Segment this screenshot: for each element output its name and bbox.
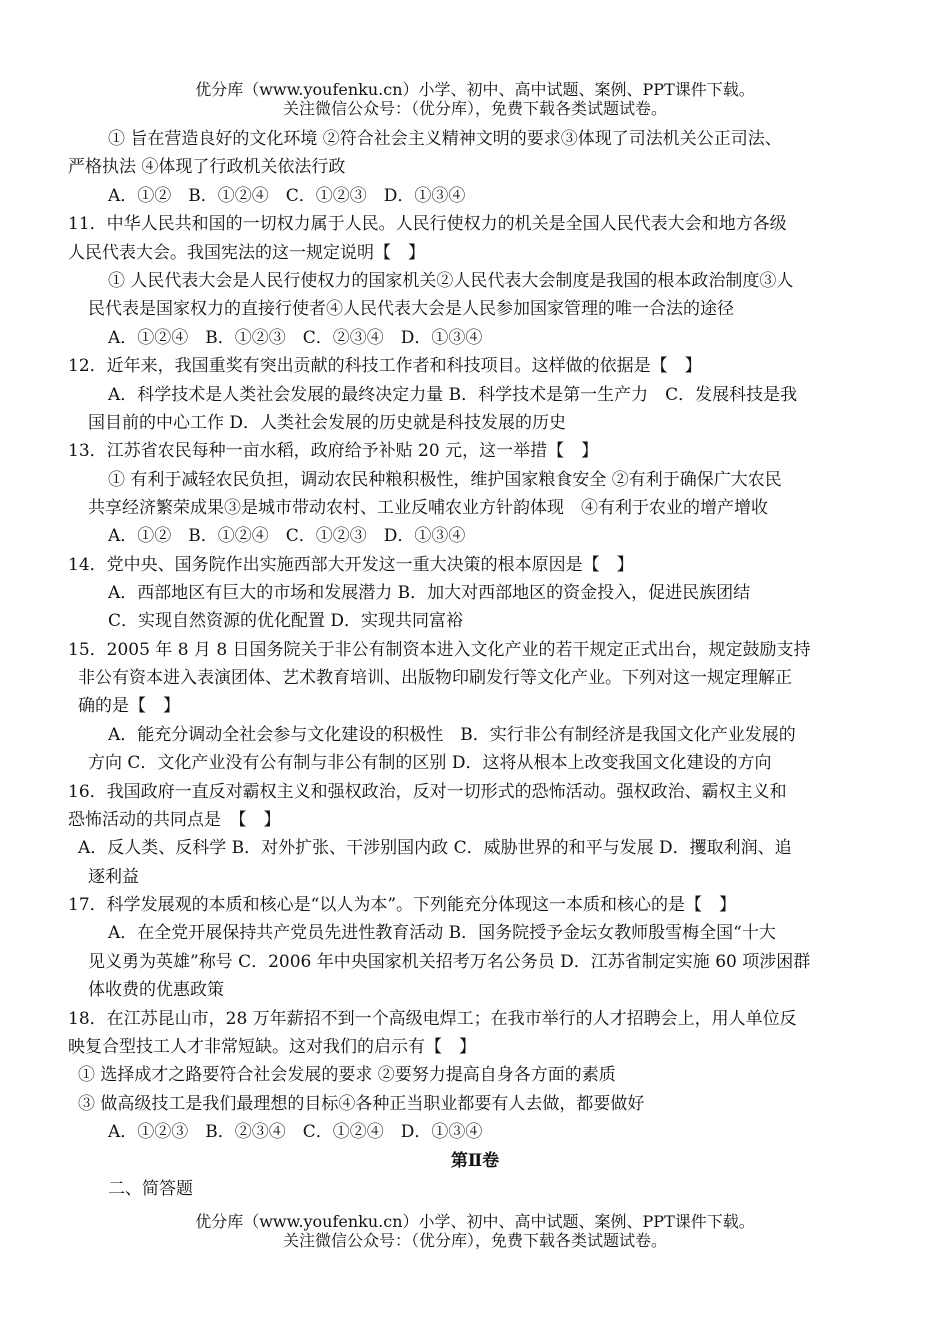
option-statements-line: ① 有利于减轻农民负担，调动农民种粮积极性，维护国家粮食安全 ②有利于确保广大农民: [108, 470, 782, 490]
footer-line-2: 关注微信公众号：（优分库），免费下载各类试题试卷。: [282, 1231, 667, 1250]
section-title: 第Ⅱ卷: [450, 1151, 500, 1171]
answer-choices: A．①②③ B．②③④ C．①②④ D．①③④: [108, 1122, 483, 1142]
option-statements-line: ① 人民代表大会是人民行使权力的国家机关②人民代表大会制度是我国的根本政治制度③人: [108, 271, 794, 291]
question-15-stem: 15．2005 年 8 月 8 日国务院关于非公有制资本进入文化产业的若干规定正式出台，规定鼓励支持: [68, 640, 811, 660]
answer-choices: A．科学技术是人类社会发展的最终决定力量 B．科学技术是第一生产力 C．发展科技是我: [108, 385, 798, 405]
question-11-stem: 人民代表大会。我国宪法的这一规定说明【 】: [68, 243, 425, 263]
header-line-1: 优分库（www.youfenku.cn）小学、初中、高中试题、案例、PPT课件下载。: [195, 80, 755, 99]
answer-choices: A．在全党开展保持共产党员先进性教育活动 B．国务院授予金坛女教师殷雪梅全国“十大: [108, 923, 776, 943]
header-line-2: 关注微信公众号：（优分库），免费下载各类试题试卷。: [282, 99, 667, 118]
answer-choices: A．①② B．①②④ C．①②③ D．①③④: [108, 526, 466, 546]
answer-choices: C．实现自然资源的优化配置 D．实现共同富裕: [108, 611, 464, 631]
section-subtitle: 二、简答题: [108, 1179, 193, 1199]
question-15-stem: 非公有资本进入表演团体、艺术教育培训、出版物印刷发行等文化产业。下列对这一规定理解正: [78, 668, 792, 688]
question-16-stem: 16．我国政府一直反对霸权主义和强权政治，反对一切形式的恐怖活动。强权政治、霸权主义和: [68, 782, 787, 802]
answer-choices: A．能充分调动全社会参与文化建设的积极性 B．实行非公有制经济是我国文化产业发展的: [108, 725, 796, 745]
answer-choices: 方向 C．文化产业没有公有制与非公有制的区别 D．这将从根本上改变我国文化建设的方向: [88, 753, 772, 773]
option-statements-line: ① 选择成才之路要符合社会发展的要求 ②要努力提高自身各方面的素质: [78, 1065, 616, 1085]
answer-choices: A．反人类、反科学 B．对外扩张、干涉别国内政 C．威胁世界的和平与发展 D．攫取利润、追: [78, 838, 792, 858]
question-17-stem: 17．科学发展观的本质和核心是“以人为本”。下列能充分体现这一本质和核心的是【 】: [68, 895, 737, 915]
answer-choices: 见义勇为英雄”称号 C．2006 年中央国家机关招考万名公务员 D．江苏省制定实施 60 项涉困群: [88, 952, 811, 972]
question-15-stem: 确的是【 】: [78, 696, 180, 716]
question-14-stem: 14．党中央、国务院作出实施西部大开发这一重大决策的根本原因是【 】: [68, 555, 634, 575]
option-statements-line: ① 旨在营造良好的文化环境 ②符合社会主义精神文明的要求③体现了司法机关公正司法、: [108, 129, 782, 149]
answer-choices: 体收费的优惠政策: [88, 980, 224, 1000]
answer-choices: 国目前的中心工作 D．人类社会发展的历史就是科技发展的历史: [88, 413, 567, 433]
question-18-stem: 映复合型技工人才非常短缺。这对我们的启示有【 】: [68, 1037, 476, 1057]
question-16-stem: 恐怖活动的共同点是 【 】: [68, 810, 281, 830]
question-12-stem: 12．近年来，我国重奖有突出贡献的科技工作者和科技项目。这样做的依据是【 】: [68, 356, 702, 376]
question-11-stem: 11．中华人民共和国的一切权力属于人民。人民行使权力的机关是全国人民代表大会和地方各级: [68, 214, 787, 234]
option-statements-line: 民代表是国家权力的直接行使者④人民代表大会是人民参加国家管理的唯一合法的途径: [88, 299, 734, 319]
option-statements-line: 严格执法 ④体现了行政机关依法行政: [68, 157, 346, 177]
answer-choices: A．西部地区有巨大的市场和发展潜力 B．加大对西部地区的资金投入，促进民族团结: [108, 583, 751, 603]
option-statements-line: 共享经济繁荣成果③是城市带动农村、工业反哺农业方针韵体现 ④有利于农业的增产增收: [88, 498, 768, 518]
answer-choices: 逐利益: [88, 867, 139, 887]
answer-choices: A．①②④ B．①②③ C．②③④ D．①③④: [108, 328, 483, 348]
footer-line-1: 优分库（www.youfenku.cn）小学、初中、高中试题、案例、PPT课件下载。: [195, 1212, 755, 1231]
answer-choices: A．①② B．①②④ C．①②③ D．①③④: [108, 186, 466, 206]
option-statements-line: ③ 做高级技工是我们最理想的目标④各种正当职业都要有人去做，都要做好: [78, 1094, 645, 1114]
question-18-stem: 18．在江苏昆山市，28 万年薪招不到一个高级电焊工；在我市举行的人才招聘会上，用人单位反: [68, 1009, 797, 1029]
question-13-stem: 13．江苏省农民每种一亩水稻，政府给予补贴 20 元，这一举措【 】: [68, 441, 599, 461]
